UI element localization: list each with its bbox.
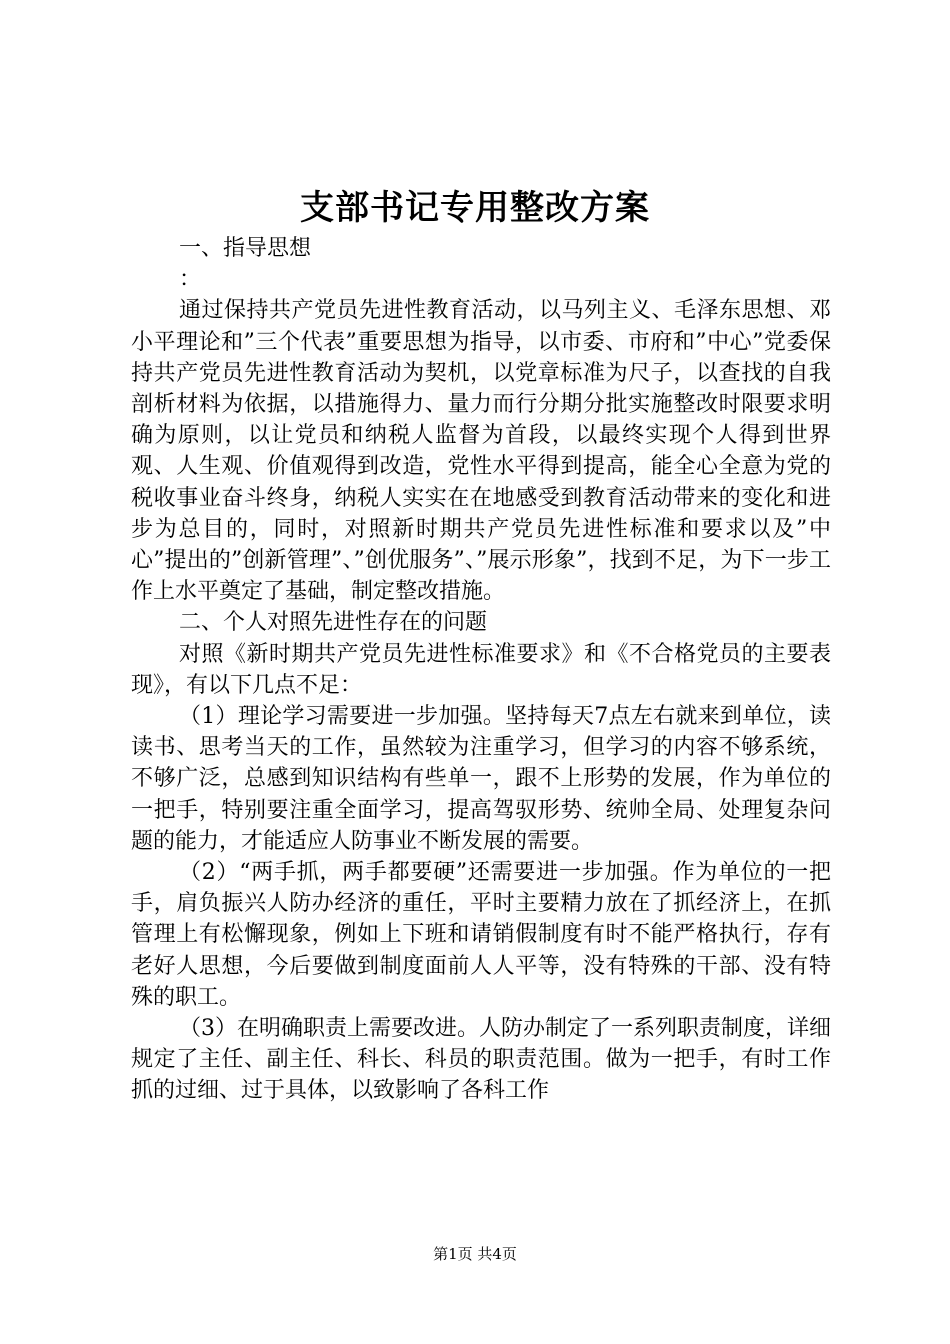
paragraph-guiding-ideology: 通过保持共产党员先进性教育活动，以马列主义、毛泽东思想、邓小平理论和”三个代表”重要思想为指导，以市委、市府和”中心”党委保持共产党员先进性教育活动为契机，以党章标准为尺子，以查找的自我剖析材料为依据，以措施得力、量力而行分期分批实施整改时限要求明确为原则，以让党员和纳税人监督为首段，以最终实现个人得到世界观、人生观、价值观得到改造，党性水平得到提高，能全心全意为党的税收事业奋斗终身，纳税人实实在在地感受到教育活动带来的变化和进步为总目的，同时，对照新时期共产党员先进性标准和要求以及”中心”提出的”创新管理”、”创优服务”、”展示形象”，找到不足，为下一步工作上水平奠定了基础，制定整改措施。 <box>131 298 831 605</box>
page-number-footer: 第1页 共4页 <box>433 1245 517 1263</box>
list-item-3: （3）在明确职责上需要改进。人防办制定了一系列职责制度，详细规定了主任、副主任、科长、科员的职责范围。做为一把手，有时工作抓的过细、过于具体，以致影响了各科工作 <box>131 1016 831 1104</box>
document-body <box>131 233 831 1107</box>
list-item-1: （1）理论学习需要进一步加强。坚持每天7点左右就来到单位，读读书、思考当天的工作，虽然较为注重学习，但学习的内容不够系统，不够广泛，总感到知识结构有些单一，跟不上形势的发展，作为单位的一把手，特别要注重全面学习，提高驾驭形势、统帅全局、处理复杂问题的能力，才能适应人防事业不断发展的需要。 <box>131 704 831 854</box>
document-title: 支部书记专用整改方案 <box>300 188 650 228</box>
stray-colon: ： <box>179 267 202 293</box>
paragraph-problems-intro: 对照《新时期共产党员先进性标准要求》和《不合格党员的主要表现》，有以下几点不足： <box>131 641 831 698</box>
list-item-2: （2）“两手抓，两手都要硬”还需要进一步加强。作为单位的一把手，肩负振兴人防办经济的重任，平时主要精力放在了抓经济上，在抓管理上有松懈现象，例如上下班和请销假制度有时不能严格执行，存有老好人思想，今后要做到制度面前人人平等，没有特殊的干部、没有特殊的职工。 <box>131 860 831 1010</box>
section-heading-guiding-ideology: 一、指导思想 <box>179 236 312 261</box>
section-heading-problems: 二、个人对照先进性存在的问题 <box>179 610 488 636</box>
